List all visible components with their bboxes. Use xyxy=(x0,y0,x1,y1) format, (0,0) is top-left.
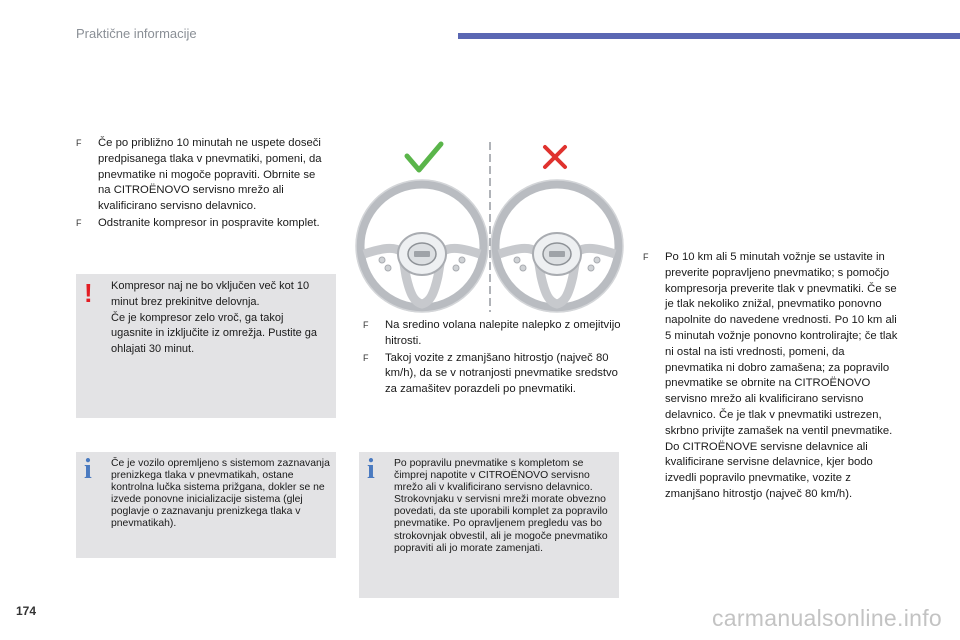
watermark-text: carmanualsonline.info xyxy=(711,605,942,631)
list-item-text: Odstranite kompresor in pospravite komplet. xyxy=(98,216,320,229)
list-item xyxy=(643,250,901,503)
steering-wheel-correct xyxy=(356,180,488,312)
info-box-tpms xyxy=(76,452,336,558)
list-item xyxy=(76,216,326,232)
right-column xyxy=(643,250,901,504)
list-item xyxy=(363,318,625,350)
info-icon: i xyxy=(84,454,92,485)
bullet-icon: F xyxy=(363,320,369,330)
left-column xyxy=(76,136,326,233)
list-item-text: Po 10 km ali 5 minutah vožnje se ustavite in preverite popravljeno pnevmatiko; s pomočjo kompresorja preverite tlak v pnevmatiki. Če se je tlak nekoliko znižal, pnevmatiko ponovno napolnite do navedene vrednosti. Po 10 km ali 5 minutah vožnje ponovno kontrolirajte; če tlak ni ostal na isti vrednosti, pomeni, da pnevmatika ni dobro zamašena; za popravilo pnevmatike se obrnite na CITROËNOVO servisno mrežo ali kvalificirano servisno delavnico. Če je tlak v pnevmatiki ustrezen, skrbno privijte zamašek na ventil pnevmatike. Do CITROËNOVE servisne delavnice ali kvalificirane servisne delavnice, kjer bodo izvedli popravilo pnevmatike, vozite z zmanjšano hitrostjo (največ 80 km/h). xyxy=(665,251,898,500)
bullet-icon: F xyxy=(643,252,649,262)
left-bullet-list xyxy=(76,136,326,232)
warning-box xyxy=(76,274,336,418)
list-item xyxy=(76,136,326,215)
bullet-icon: F xyxy=(76,217,82,228)
info-box-repair xyxy=(359,452,619,598)
bullet-icon: F xyxy=(363,352,369,363)
header-accent-bar xyxy=(458,33,960,39)
middle-bullet-list xyxy=(363,318,625,398)
info-text: Po popravilu pnevmatike s kompletom se čimprej napotite v CITROËNOVO servisno mrežo ali v kvalificirano servisno delavnico. Strokovnjaku v servisni mreži morate obvezno povedati, da ste uporabili komplet za popravilo pnevmatike. Po opravljenem pregledu vas bo strokovnjak obvestil, ali je mogoče pnevmatiko popraviti ali jo morate zamenjati. xyxy=(394,458,608,554)
exclamation-icon: ! xyxy=(84,278,93,308)
steering-wheel-svg xyxy=(355,138,625,318)
list-item-text: Takoj vozite z zmanjšano hitrostjo (največ 80 km/h), da se v notranjosti pnevmatike sredstvo za zamašitev porazdeli po pnevmatiki. xyxy=(385,351,618,396)
page-header-title: Praktične informacije xyxy=(76,26,197,41)
check-icon xyxy=(407,144,441,170)
info-icon: i xyxy=(367,454,375,485)
info-text: Če je vozilo opremljeno s sistemom zaznavanja prenizkega tlaka v pnevmatikah, ostane kontrolna lučka sistema prižgana, dokler se ne izvede ponovne inicializacije sistema (glej poglavje o zaznavanju prenizkega tlaka v pnevmatikah). xyxy=(111,458,330,530)
cross-icon xyxy=(545,147,565,167)
middle-column xyxy=(363,318,625,399)
right-bullet-list xyxy=(643,250,901,503)
page-number: 174 xyxy=(16,604,37,618)
steering-wheel-illustration xyxy=(355,138,625,318)
steering-wheel-wrong xyxy=(491,180,623,312)
warning-line: Kompresor naj ne bo vključen več kot 10 minut brez prekinitve delovnja. xyxy=(111,280,310,308)
bullet-icon: F xyxy=(76,138,82,148)
list-item-text: Na sredino volana nalepite nalepko z omejitvijo hitrosti. xyxy=(385,319,621,347)
warning-text xyxy=(111,279,321,358)
list-item xyxy=(363,351,625,398)
warning-line: Če je kompresor zelo vroč, ga takoj ugasnite in izključite iz omrežja. Pustite ga ohlajati 30 minut. xyxy=(111,311,318,356)
list-item-text: Če po približno 10 minutah ne uspete doseči predpisanega tlaka v pnevmatiki, pomeni, da pnevmatike ni mogoče popraviti. Obrnite se na CITROËNOVO servisno mrežo ali kvalificirano servisno delavnico. xyxy=(98,137,322,213)
